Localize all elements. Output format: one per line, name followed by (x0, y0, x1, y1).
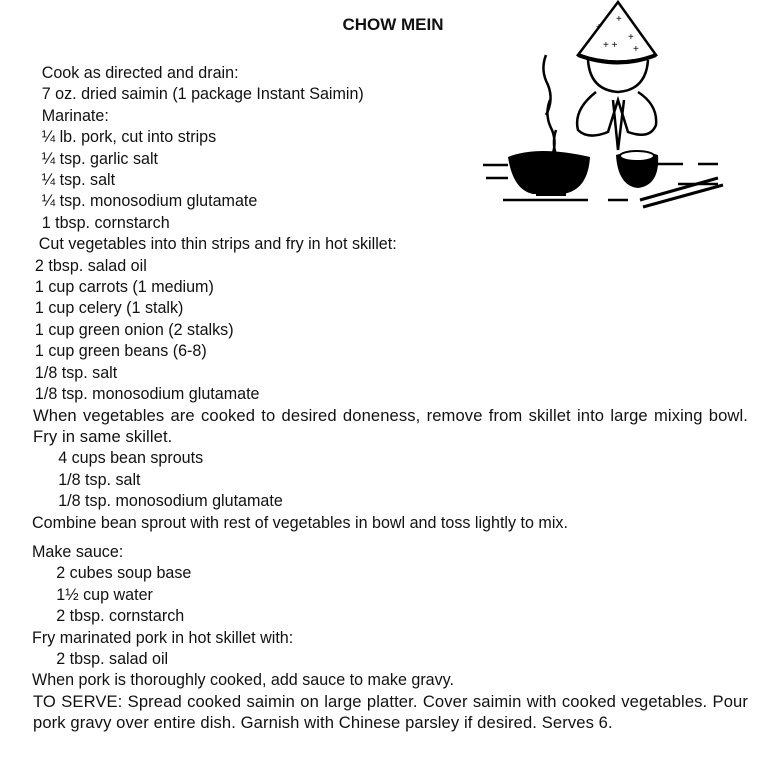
svg-text:+ +: + + (603, 40, 618, 51)
recipe-line: Make sauce: (32, 541, 124, 561)
recipe-body (0, 62, 768, 734)
recipe-line: Cook as directed and drain: (41, 63, 239, 82)
recipe-line: 1/8 tsp. monosodium glutamate (58, 491, 283, 511)
svg-text:+: + (596, 22, 602, 33)
recipe-line: ¼ tsp. garlic salt (41, 148, 159, 168)
recipe-line: 2 tbsp. salad oil (34, 255, 147, 275)
recipe-line: 1 cup celery (1 stalk) (34, 298, 184, 318)
recipe-line: Combine bean sprout with rest of vegetables in bowl and toss lightly to mix. (32, 512, 568, 532)
recipe-line: 7 oz. dried saimin (1 package Instant Saimin) (41, 84, 364, 104)
recipe-line: 1 cup green onion (2 stalks) (34, 319, 234, 339)
svg-text:+: + (616, 14, 622, 25)
recipe-paragraph: TO SERVE: Spread cooked saimin on large platter. Cover saimin with cooked vegetables. Pour pork gravy over entire dish. Garnish with Chinese parsley if desired. Serves 6. (33, 691, 748, 733)
recipe-line: ¼ tsp. monosodium glutamate (41, 191, 258, 211)
recipe-line: Fry marinated pork in hot skillet with: (32, 627, 294, 647)
recipe-line: 1/8 tsp. salt (34, 362, 118, 382)
recipe-line: ¼ tsp. salt (41, 170, 116, 190)
recipe-line: 1 cup green beans (6-8) (34, 341, 207, 361)
recipe-line: 1 cup carrots (1 medium) (34, 277, 214, 297)
recipe-line: 2 tbsp. salad oil (56, 648, 169, 668)
recipe-line: 2 tbsp. cornstarch (56, 606, 185, 626)
recipe-title: CHOW MEIN (342, 15, 444, 34)
svg-text:+: + (633, 44, 639, 55)
recipe-line: 2 cubes soup base (56, 563, 192, 583)
svg-text:+: + (628, 32, 634, 43)
recipe-line: Cut vegetables into thin strips and fry in hot skillet: (38, 234, 397, 254)
recipe-line: Marinate: (41, 105, 109, 125)
recipe-line: ¼ lb. pork, cut into strips (41, 127, 217, 147)
recipe-line: 1/8 tsp. salt (58, 469, 141, 489)
recipe-line: 1 tbsp. cornstarch (41, 212, 170, 232)
recipe-line: 1½ cup water (56, 584, 153, 604)
recipe-line: 4 cups bean sprouts (58, 448, 204, 468)
recipe-line: When pork is thoroughly cooked, add sauce to make gravy. (32, 670, 455, 690)
recipe-paragraph: When vegetables are cooked to desired doneness, remove from skillet into large mixing bowl. Fry in same skillet. (33, 405, 748, 446)
recipe-line: 1/8 tsp. monosodium glutamate (34, 384, 260, 404)
